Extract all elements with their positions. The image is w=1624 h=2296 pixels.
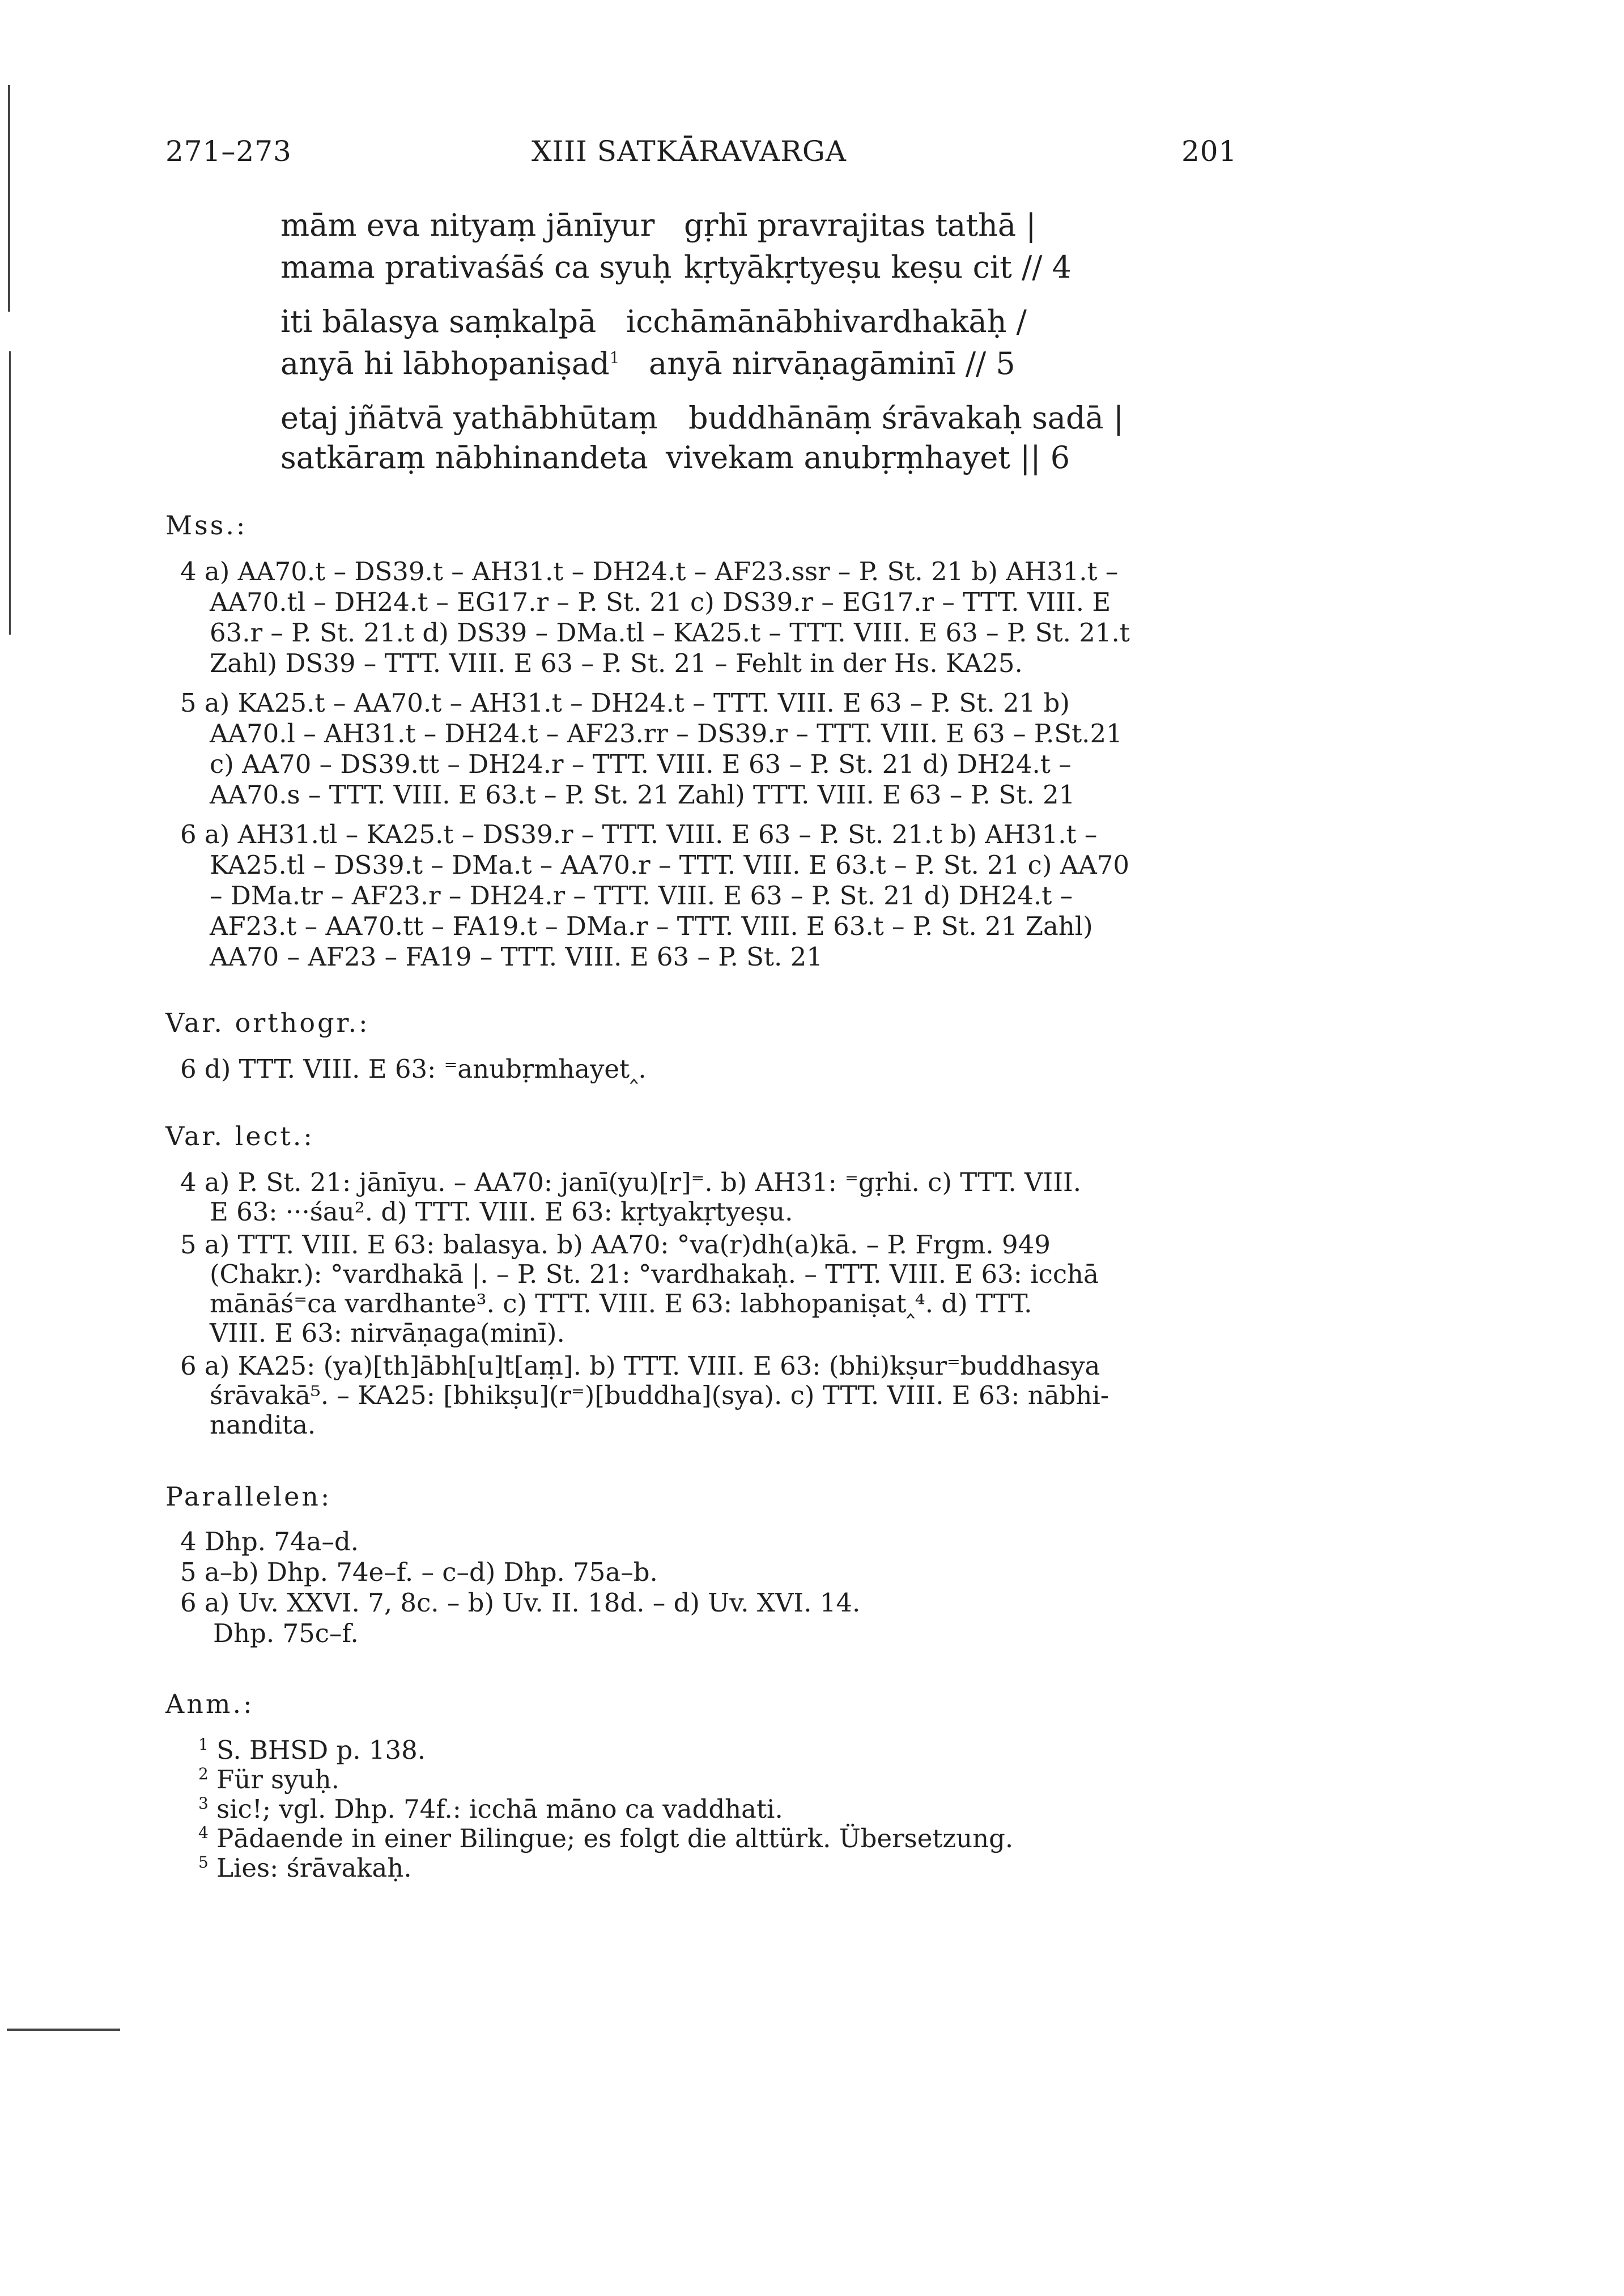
var-lect-heading: Var. lect.: bbox=[165, 1121, 314, 1151]
text-line: c) AA70 – DS39.tt – DH24.r – TTT. VIII. E 63 – P. St. 21 d) DH24.t – bbox=[210, 749, 1072, 779]
chapter-title: XIII SATKĀRAVARGA bbox=[532, 135, 847, 168]
page-range: 271–273 bbox=[165, 135, 292, 168]
text-line: (Chakr.): °vardhakā |. – P. St. 21: °vardhakaḥ. – TTT. VIII. E 63: icchā bbox=[210, 1259, 1099, 1289]
text-line: 4 Dhp. 74a–d. bbox=[180, 1527, 359, 1557]
pada-a: etaj jñātvā yathābhūtaṃ bbox=[280, 400, 658, 436]
pada-a: mama prativaśāś ca syuḥ bbox=[280, 249, 672, 285]
footnote: $^4$ Pādaende in einer Bilingue; es folgt die alttürk. Übersetzung. bbox=[198, 1823, 1014, 1853]
footnote: $^1$ S. BHSD p. 138. bbox=[198, 1735, 426, 1765]
scan-edge-mark bbox=[7, 2029, 120, 2031]
text-line: 63.r – P. St. 21.t d) DS39 – DMa.tl – KA25.t – TTT. VIII. E 63 – P. St. 21.t bbox=[210, 618, 1130, 648]
footnote: $^5$ Lies: śrāvakaḥ. bbox=[198, 1853, 412, 1883]
text-line: 5 a) TTT. VIII. E 63: balasya. b) AA70: °va(r)dh(a)kā. – P. Frgm. 949 bbox=[180, 1230, 1051, 1260]
text-line: AA70.tl – DH24.t – EG17.r – P. St. 21 c) DS39.r – EG17.r – TTT. VIII. E bbox=[210, 587, 1111, 617]
footnote: $^2$ Für syuḥ. bbox=[198, 1764, 339, 1795]
pada-b: buddhānāṃ śrāvakaḥ sadā | bbox=[688, 400, 1124, 436]
text-line: 5 a) KA25.t – AA70.t – AH31.t – DH24.t – TTT. VIII. E 63 – P. St. 21 b) bbox=[180, 688, 1070, 718]
text-line: AF23.t – AA70.tt – FA19.t – DMa.r – TTT. VIII. E 63.t – P. St. 21 Zahl) bbox=[210, 911, 1093, 941]
text-line: 5 a–b) Dhp. 74e–f. – c–d) Dhp. 75a–b. bbox=[180, 1557, 658, 1587]
parallelen-heading: Parallelen: bbox=[165, 1481, 332, 1512]
text-line: śrāvakā⁵. – KA25: [bhikṣu](r⁼)[buddha](sya). c) TTT. VIII. E 63: nābhi- bbox=[210, 1380, 1109, 1410]
pada-b: icchāmānābhivardhakāḥ / bbox=[626, 304, 1027, 339]
text-line: 6 a) Uv. XXVI. 7, 8c. – b) Uv. II. 18d. – d) Uv. XVI. 14. bbox=[180, 1588, 861, 1618]
text-line: E 63: ···śau². d) TTT. VIII. E 63: kṛtyakṛtyeṣu. bbox=[210, 1197, 793, 1227]
text-line: 6 a) KA25: (ya)[th]ābh[u]t[aṃ]. b) TTT. VIII. E 63: (bhi)kṣur⁼buddhasya bbox=[180, 1351, 1100, 1381]
text-line: VIII. E 63: nirvāṇaga(minī). bbox=[210, 1318, 565, 1348]
text-line: 6 a) AH31.tl – KA25.t – DS39.r – TTT. VIII. E 63 – P. St. 21.t b) AH31.t – bbox=[180, 819, 1098, 849]
pada-a: anyā hi lābhopaniṣad$^1$ bbox=[280, 346, 620, 381]
anm-heading: Anm.: bbox=[165, 1689, 254, 1719]
text-line: 4 a) AA70.t – DS39.t – AH31.t – DH24.t – AF23.ssr – P. St. 21 b) AH31.t – bbox=[180, 556, 1119, 586]
text-line: KA25.tl – DS39.t – DMa.t – AA70.r – TTT. VIII. E 63.t – P. St. 21 c) AA70 bbox=[210, 850, 1129, 880]
pada-a: iti bālasya saṃkalpā bbox=[280, 304, 597, 339]
pada-a: mām eva nityaṃ jānīyur bbox=[280, 207, 655, 243]
scan-edge-mark bbox=[9, 351, 11, 635]
text-line: 4 a) P. St. 21: jānīyu. – AA70: janī(yu)[r]⁼. b) AH31: ⁼gṛhi. c) TTT. VIII. bbox=[180, 1167, 1082, 1197]
text-line: 6 d) TTT. VIII. E 63: ⁼anubṛmhayet‸. bbox=[180, 1054, 647, 1084]
page-number: 201 bbox=[1181, 135, 1238, 168]
text-line: AA70.l – AH31.t – DH24.t – AF23.rr – DS39.r – TTT. VIII. E 63 – P.St.21 bbox=[210, 718, 1123, 749]
pada-b: gṛhī pravrajitas tathā | bbox=[684, 207, 1036, 243]
text-line: mānāś⁼ca vardhante³. c) TTT. VIII. E 63: labhopaniṣat‸⁴. d) TTT. bbox=[210, 1289, 1032, 1319]
text-line: nandita. bbox=[210, 1410, 316, 1440]
text-line: Zahl) DS39 – TTT. VIII. E 63 – P. St. 21 – Fehlt in der Hs. KA25. bbox=[210, 648, 1023, 678]
text-line: AA70 – AF23 – FA19 – TTT. VIII. E 63 – P. St. 21 bbox=[210, 942, 823, 972]
var-orthogr-heading: Var. orthogr.: bbox=[165, 1007, 370, 1038]
pada-a: satkāraṃ nābhinandeta bbox=[280, 440, 648, 475]
footnote: $^3$ sic!; vgl. Dhp. 74f.: icchā māno ca vaddhati. bbox=[198, 1794, 783, 1824]
mss-heading: Mss.: bbox=[165, 510, 248, 541]
text-line: – DMa.tr – AF23.r – DH24.r – TTT. VIII. E 63 – P. St. 21 d) DH24.t – bbox=[210, 881, 1073, 911]
scan-edge-mark bbox=[8, 85, 10, 312]
pada-b: vivekam anubṛṃhayet || 6 bbox=[666, 440, 1070, 475]
pada-b: anyā nirvāṇagāminī // 5 bbox=[649, 346, 1015, 381]
text-line: AA70.s – TTT. VIII. E 63.t – P. St. 21 Zahl) TTT. VIII. E 63 – P. St. 21 bbox=[210, 780, 1075, 810]
pada-b: kṛtyākṛtyeṣu keṣu cit // 4 bbox=[684, 249, 1072, 285]
text-line: Dhp. 75c–f. bbox=[213, 1618, 359, 1648]
